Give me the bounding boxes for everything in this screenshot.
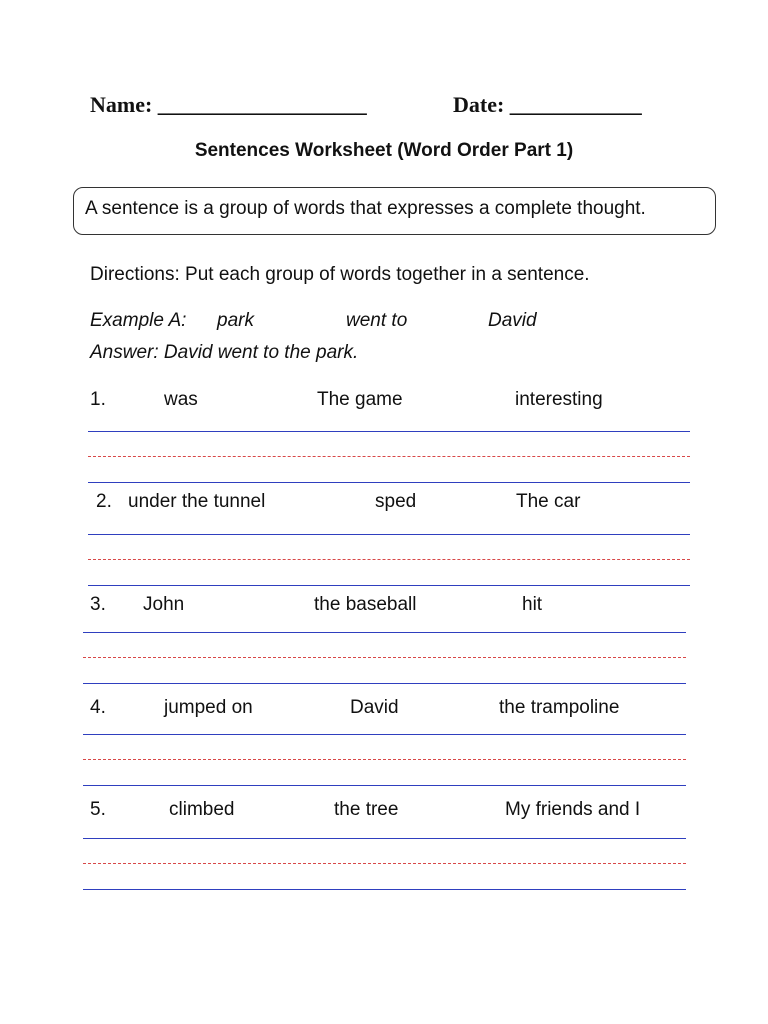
word-chip: under the tunnel [128, 491, 266, 512]
word-group-5 [0, 799, 768, 829]
word-chip: the trampoline [499, 697, 620, 718]
answer-line-top[interactable] [83, 838, 686, 839]
answer-line-middle [88, 559, 690, 560]
answer-line-bottom[interactable] [88, 585, 690, 586]
word-group-3 [0, 594, 768, 624]
answer-line-bottom[interactable] [83, 889, 686, 890]
word-chip: John [143, 594, 185, 615]
word-group-2 [0, 491, 768, 521]
example-answer: Answer: David went to the park. [90, 342, 359, 363]
definition-box [73, 187, 716, 235]
word-chip: The car [516, 491, 581, 512]
worksheet-title: Sentences Worksheet (Word Order Part 1) [194, 140, 574, 161]
word-group-4 [0, 697, 768, 727]
word-chip: My friends and I [505, 799, 641, 820]
item-number: 5. [90, 799, 106, 820]
item-number: 3. [90, 594, 106, 615]
example-word: went to [346, 310, 408, 331]
answer-line-top[interactable] [88, 534, 690, 535]
word-chip: David [350, 697, 399, 718]
answer-line-bottom[interactable] [88, 482, 690, 483]
answer-line-middle [83, 863, 686, 864]
word-chip: sped [375, 491, 417, 512]
item-number: 2. [96, 491, 112, 512]
answer-line-middle [83, 657, 686, 658]
answer-line-top[interactable] [88, 431, 690, 432]
word-chip: hit [522, 594, 543, 615]
example-label: Example A: [90, 310, 187, 331]
answer-line-bottom[interactable] [83, 785, 686, 786]
answer-line-middle [83, 759, 686, 760]
word-chip: interesting [515, 389, 603, 410]
example-word: park [217, 310, 254, 331]
directions-text: Directions: Put each group of words together in a sentence. [90, 264, 590, 285]
word-chip: The game [317, 389, 403, 410]
item-number: 4. [90, 697, 106, 718]
answer-line-top[interactable] [83, 734, 686, 735]
word-chip: was [164, 389, 198, 410]
answer-line-top[interactable] [83, 632, 686, 633]
definition-text: A sentence is a group of words that expresses a complete thought. [85, 198, 646, 219]
word-chip: climbed [169, 799, 235, 820]
answer-line-bottom[interactable] [83, 683, 686, 684]
word-group-1 [0, 389, 768, 419]
example-word: David [488, 310, 537, 331]
word-chip: the baseball [314, 594, 417, 615]
word-chip: jumped on [164, 697, 253, 718]
word-chip: the tree [334, 799, 399, 820]
date-field-label: Date: ____________ [453, 92, 642, 117]
item-number: 1. [90, 389, 106, 410]
name-field-label: Name: ___________________ [90, 92, 367, 117]
answer-line-middle [88, 456, 690, 457]
